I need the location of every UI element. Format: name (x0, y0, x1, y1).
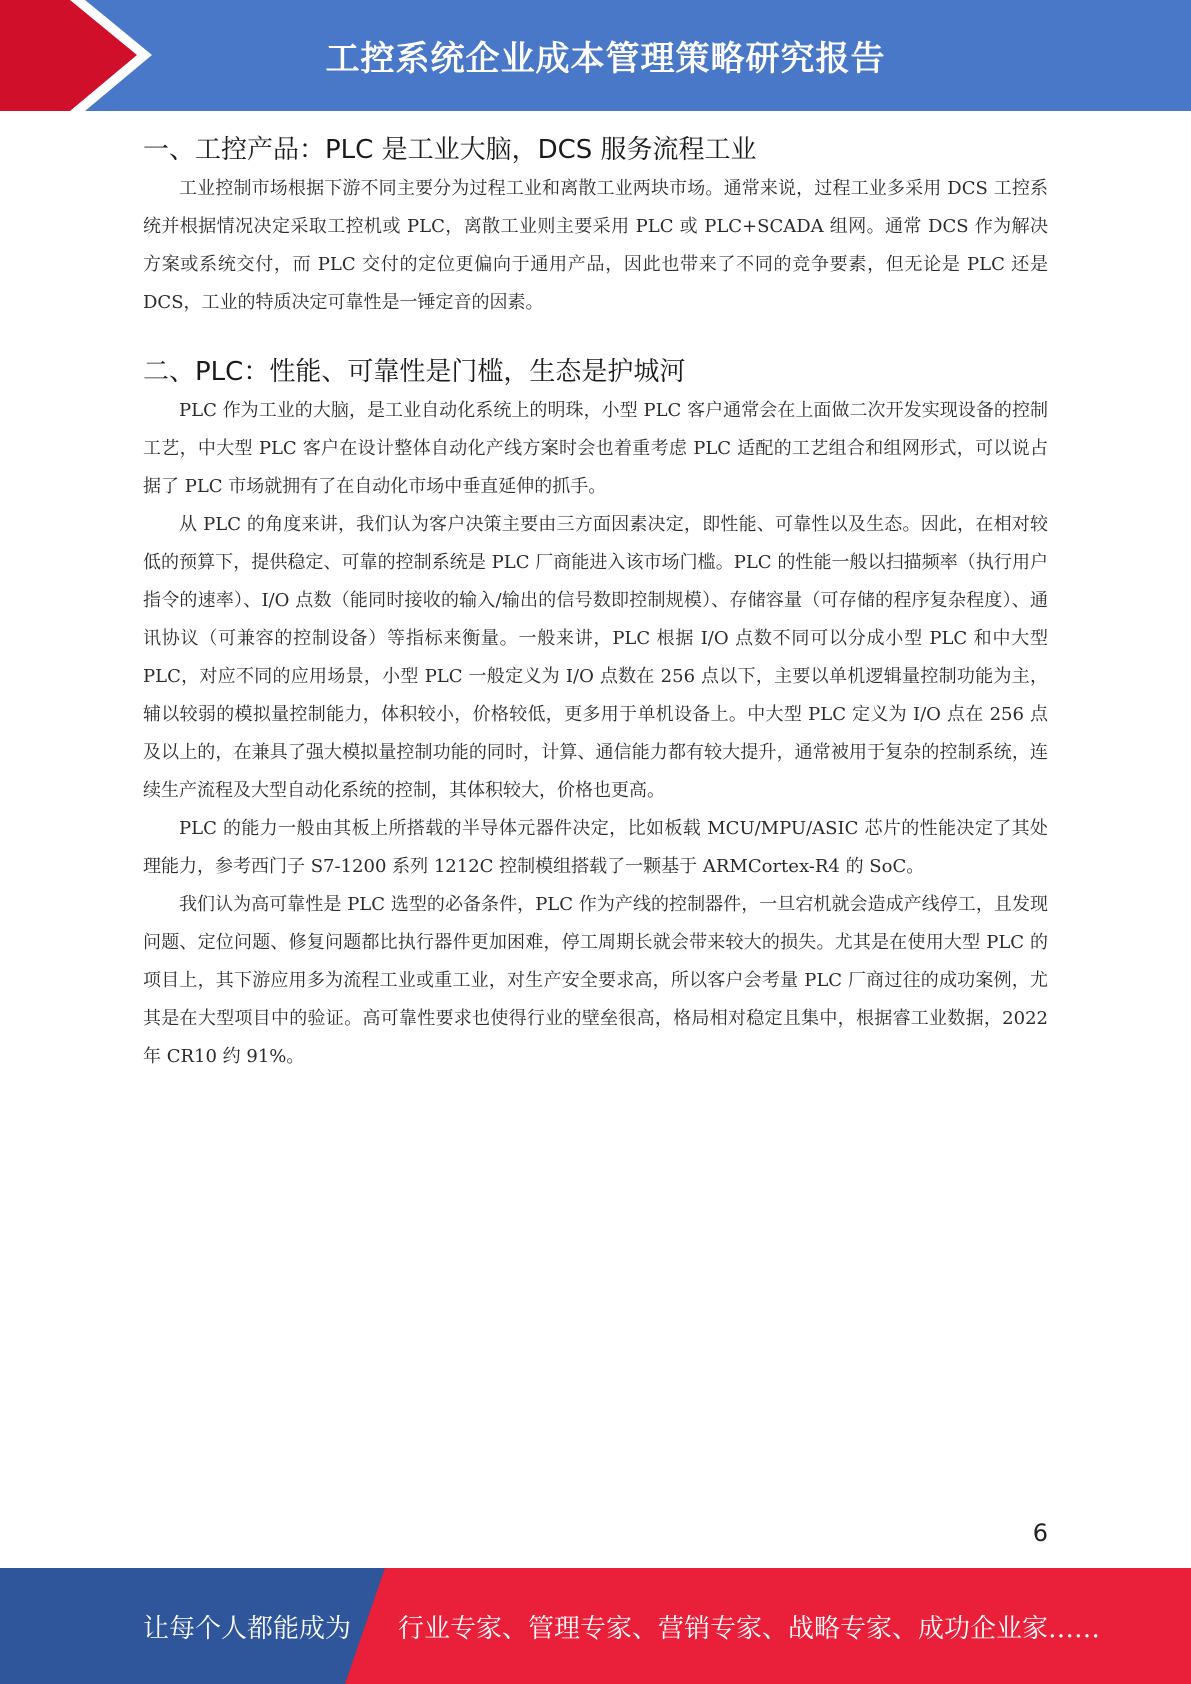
paragraph: 从 PLC 的角度来讲，我们认为客户决策主要由三方面因素决定，即性能、可靠性以及生态。因此，在相对较低的预算下，提供稳定、可靠的控制系统是 PLC 厂商能进入该市场门槛。PLC 的性能一般以扫描频率（执行用户指令的速率）、I/O 点数（能同时接收的输入/输出的信号数即控制规模）、存储容量（可存储的程序复杂程度）、通讯协议（可兼容的控制设备）等指标来衡量。一般来讲，PLC 根据 I/O 点数不同可以分成小型 PLC 和中大型 PLC，对应不同的应用场景，小型 PLC 一般定义为 I/O 点数在 256 点以下，主要以单机逻辑量控制功能为主，辅以较弱的模拟量控制能力，体积较小，价格较低，更多用于单机设备上。中大型 PLC 定义为 I/O 点在 256 点及以上的，在兼具了强大模拟量控制功能的同时，计算、通信能力都有较大提升，通常被用于复杂的控制系统，连续生产流程及大型自动化系统的控制，其体积较大，价格也更高。 (143, 514, 1048, 801)
footer-slogan-left: 让每个人都能成为 (143, 1613, 352, 1644)
paragraph: 我们认为高可靠性是 PLC 选型的必备条件，PLC 作为产线的控制器件，一旦宕机就会造成产线停工，且发现问题、定位问题、修复问题都比执行器件更加困难，停工周期长就会带来较大的损失。尤其是在使用大型 PLC 的项目上，其下游应用多为流程工业或重工业，对生产安全要求高，所以客户会考量 PLC 厂商过往的成功案例，尤其是在大型项目中的验证。高可靠性要求也使得行业的壁垒很高，格局相对稳定且集中，根据睿工业数据，2022 年 CR10 约 91%。 (143, 894, 1048, 1067)
report-title: 工控系统企业成本管理策略研究报告 (325, 39, 886, 79)
paragraph: PLC 的能力一般由其板上所搭载的半导体元器件决定，比如板载 MCU/MPU/ASIC 芯片的性能决定了其处理能力，参考西门子 S7-1200 系列 1212C 控制模组搭载了一颗基于 ARMCortex-R4 的 SoC。 (143, 818, 1048, 877)
paragraph: 工业控制市场根据下游不同主要分为过程工业和离散工业两块市场。通常来说，过程工业多采用 DCS 工控系统并根据情况决定采取工控机或 PLC，离散工业则主要采用 PLC 或 PLC+SCADA 组网。通常 DCS 作为解决方案或系统交付，而 PLC 交付的定位更偏向于通用产品，因此也带来了不同的竞争要素，但无论是 PLC 还是 DCS，工业的特质决定可靠性是一锤定音的因素。 (143, 178, 1048, 313)
page-number: 6 (1032, 1519, 1048, 1547)
footer-slogan-right: 行业专家、管理专家、营销专家、战略专家、成功企业家…… (398, 1613, 1101, 1644)
section-heading-1: 一、工控产品：PLC 是工业大脑，DCS 服务流程工业 (143, 135, 757, 165)
main-content (143, 130, 1048, 1076)
section-heading-2: 二、PLC：性能、可靠性是门槛，生态是护城河 (143, 357, 686, 387)
footer-banner (0, 1568, 1191, 1684)
paragraph: PLC 作为工业的大脑，是工业自动化系统上的明珠，小型 PLC 客户通常会在上面做二次开发实现设备的控制工艺，中大型 PLC 客户在设计整体自动化产线方案时会也着重考虑 PLC 适配的工艺组合和组网形式，可以说占据了 PLC 市场就拥有了在自动化市场中垂直延伸的抓手。 (143, 400, 1048, 497)
header-banner (0, 0, 1191, 111)
